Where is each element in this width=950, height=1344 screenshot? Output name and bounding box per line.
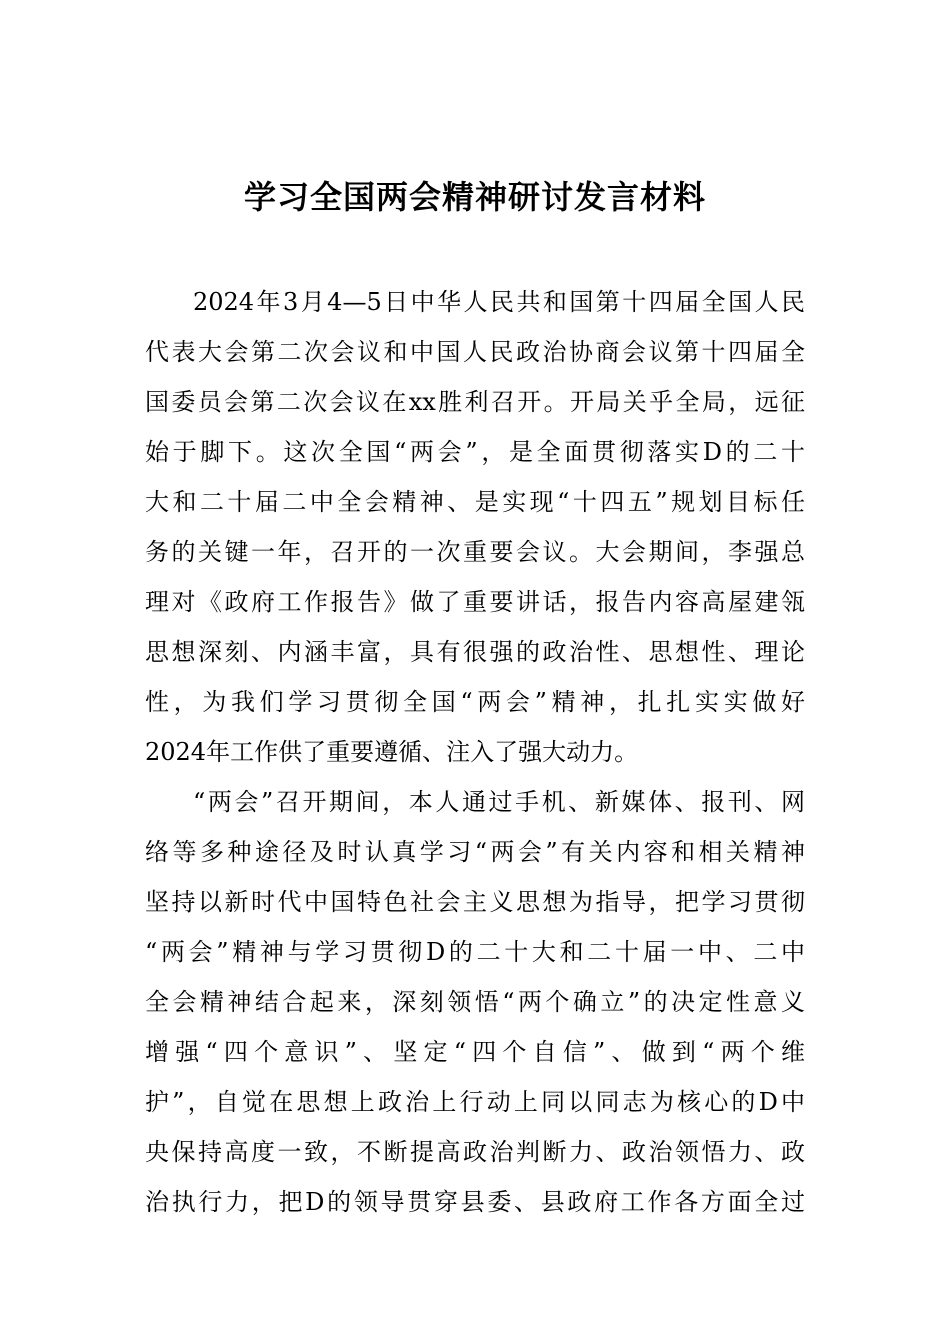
document-title: 学习全国两会精神研讨发言材料	[243, 178, 706, 216]
text-line: 2024年3月4—5日中华人民共和国第十四届全国人民	[193, 288, 805, 316]
text-line: “两会”精神与学习贯彻D的二十大和二十届一中、二中	[145, 938, 805, 966]
paragraph-1	[145, 277, 805, 777]
text-line: 始于脚下。这次全国“两会”，是全面贯彻落实D的二十	[145, 438, 805, 466]
text-line: 大和二十届二中全会精神、是实现“十四五”规划目标任	[145, 488, 805, 516]
text-line: 国委员会第二次会议在xx胜利召开。开局关乎全局，远征	[145, 388, 805, 416]
text-line: 2024年工作供了重要遵循、注入了强大动力。	[145, 738, 639, 766]
text-line: 务的关键一年，召开的一次重要会议。大会期间，李强总	[145, 538, 805, 566]
text-line: 央保持高度一致，不断提高政治判断力、政治领悟力、政	[145, 1138, 805, 1166]
text-line: 性，为我们学习贯彻全国“两会”精神，扎扎实实做好	[145, 688, 805, 716]
text-line: 代表大会第二次会议和中国人民政治协商会议第十四届全	[145, 338, 805, 366]
text-line: “两会”召开期间，本人通过手机、新媒体、报刊、网	[193, 788, 805, 816]
text-line: 理对《政府工作报告》做了重要讲话，报告内容高屋建瓴	[145, 588, 805, 616]
paragraph-2	[145, 777, 805, 1227]
text-line: 增强“四个意识”、坚定“四个自信”、做到“两个维	[145, 1038, 805, 1066]
text-line: 治执行力，把D的领导贯穿县委、县政府工作各方面全过	[145, 1188, 805, 1216]
text-line: 全会精神结合起来，深刻领悟“两个确立”的决定性意义	[145, 988, 805, 1016]
text-line: 络等多种途径及时认真学习“两会”有关内容和相关精神	[145, 838, 805, 866]
document-body	[145, 277, 805, 1227]
text-line: 思想深刻、内涵丰富，具有很强的政治性、思想性、理论	[145, 638, 805, 666]
text-line: 坚持以新时代中国特色社会主义思想为指导，把学习贯彻	[145, 888, 805, 916]
text-line: 护”，自觉在思想上政治上行动上同以同志为核心的D中	[145, 1088, 805, 1116]
